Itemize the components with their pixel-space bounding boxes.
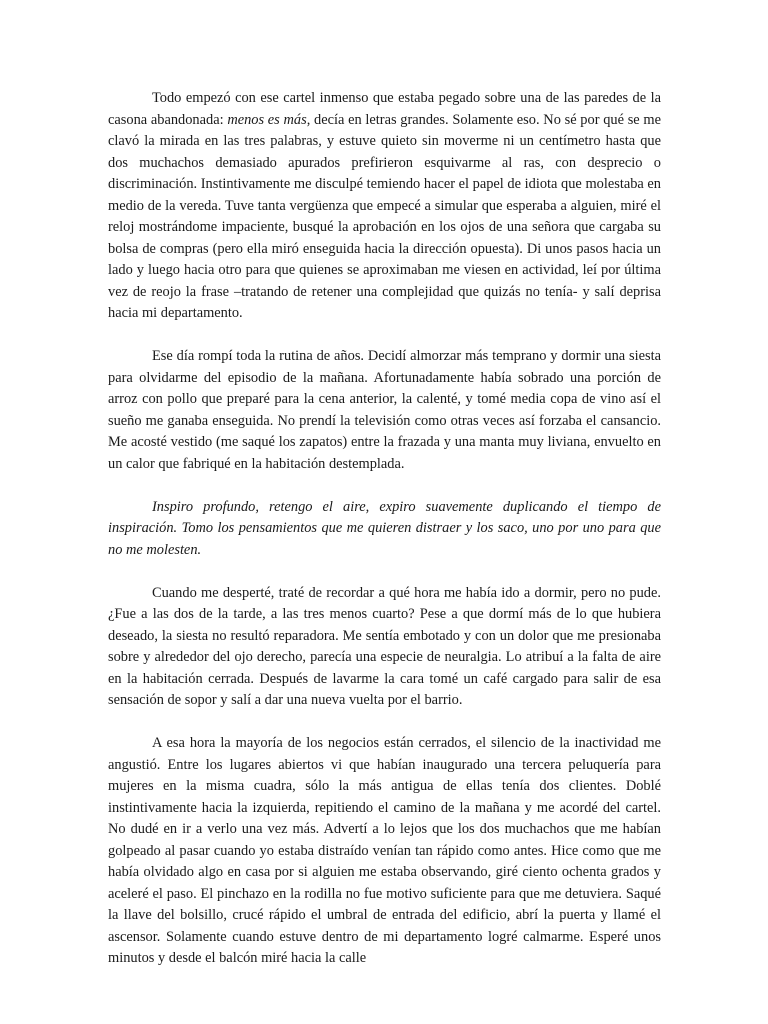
paragraph-4: Cuando me desperté, traté de recordar a qué hora me había ido a dormir, pero no pude. ¿Fue a las dos de la tarde, a las tres menos cuarto? Pese a que dormí más de lo que hubiera deseado, la siesta no resultó reparadora. Me sentía embotado y con un dolor que me presionaba sobre y alrededor del ojo derecho, parecía una especie de neuralgia. Lo atribuí a la falta de aire en la habitación cerrada. Después de lavarme la cara tomé un café cargado para salir de esa sensación de sopor y salí a dar una nueva vuelta por el barrio. bbox=[108, 584, 661, 708]
paragraph-2: Ese día rompí toda la rutina de años. Decidí almorzar más temprano y dormir una siesta para olvidarme del episodio de la mañana. Afortunadamente había sobrado una porción de arroz con pollo que preparé para la cena anterior, la calenté, y tomé media copa de vino así el sueño me ganaba enseguida. No prendí la televisión como otras veces así forzaba el cansancio. Me acosté vestido (me saqué los zapatos) entre la frazada y una manta muy liviana, envuelto en un calor que fabriqué en la habitación destemplada. bbox=[108, 348, 661, 472]
paragraph-1-emphasis: menos es más bbox=[227, 111, 307, 128]
paragraph-1-rest: , decía en letras grandes. Solamente eso. No sé por qué se me clavó la mirada en las tres palabras, y estuve quieto sin moverme ni un centímetro hasta que dos muchachos demasiado apurados prefirieron esquivarme al ras, con desprecio o discriminación. Instintivamente me disculpé temiendo hacer el papel de idiota que molestaba en medio de la vereda. Tuve tanta vergüenza que empecé a simular que esperaba a alguien, miré el reloj mostrándome impaciente, busqué la aprobación en los ojos de una señora que cargaba su bolsa de compras (pero ella miró enseguida hacia la dirección opuesta). Di unos pasos hacia un lado y luego hacia otro para que quienes se aproximaban me viesen en actividad, leí por última vez de reojo la frase –tratando de retener una complejidad que quizás no tenía- y salí deprisa hacia mi departamento. bbox=[108, 111, 661, 321]
paragraph-1 bbox=[108, 88, 661, 325]
document-page bbox=[108, 88, 661, 970]
paragraph-3-italic: Inspiro profundo, retengo el aire, expiro suavemente duplicando el tiempo de inspiración. Tomo los pensamientos que me quieren distraer y los saco, uno por uno para que no me molesten. bbox=[108, 498, 661, 558]
paragraph-1-intro: Todo empezó con ese cartel inmenso que estaba pegado sobre una de las paredes de la casona abandonada: bbox=[108, 90, 661, 128]
paragraph-5: A esa hora la mayoría de los negocios están cerrados, el silencio de la inactividad me angustió. Entre los lugares abiertos vi que habían inaugurado una tercera peluquería para mujeres en la misma cuadra, sólo la más antigua de ellas tenía dos clientes. Doblé instintivamente hacia la izquierda, repitiendo el camino de la mañana y me acordé del cartel. No dudé en ir a verlo una vez más. Advertí a lo lejos que los dos muchachos que me habían golpeado al pasar cuando yo estaba distraído venían tan rápido como antes. Hice como que me había olvidado algo en casa por si alguien me estaba observando, giré ciento ochenta grados y aceleré el paso. El pinchazo en la rodilla no fue motivo suficiente para que me detuviera. Saqué la llave del bolsillo, crucé rápido el umbral de entrada del edificio, abrí la puerta y llamé el ascensor. Solamente cuando estuve dentro de mi departamento logré calmarme. Esperé unos minutos y desde el balcón miré hacia la calle bbox=[108, 735, 661, 966]
